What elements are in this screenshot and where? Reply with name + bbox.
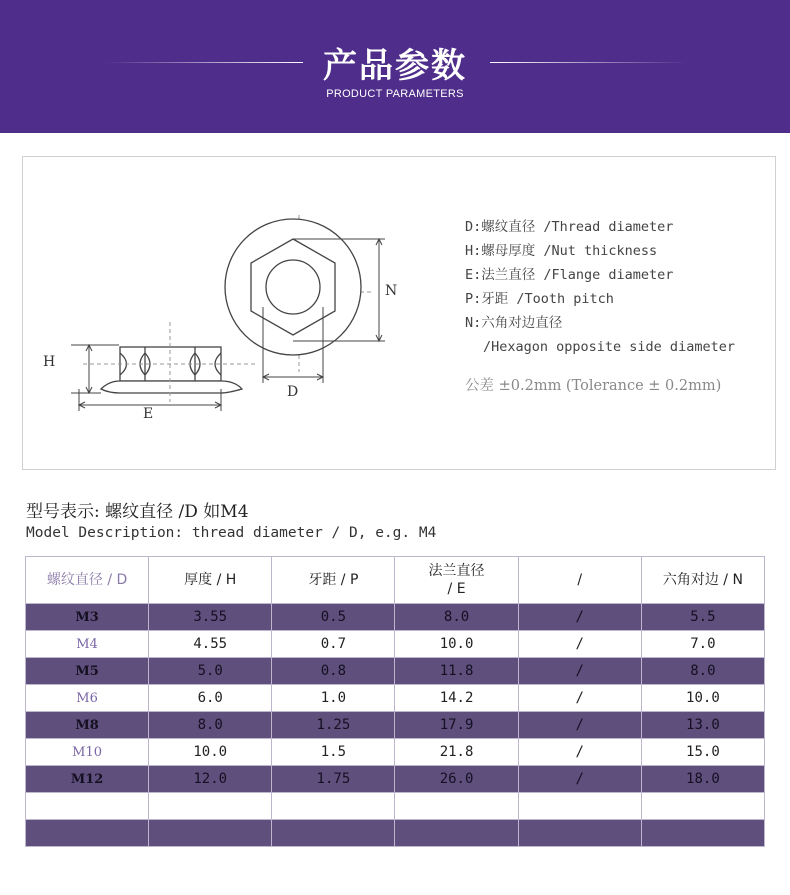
table-cell: 12.0 <box>149 766 272 793</box>
table-cell <box>395 820 518 847</box>
table-cell: 26.0 <box>395 766 518 793</box>
table-cell: M4 <box>26 631 149 658</box>
label-e: E <box>143 406 154 422</box>
table-cell: 4.55 <box>149 631 272 658</box>
table-cell: 1.25 <box>272 712 395 739</box>
side-view <box>101 347 242 393</box>
table-row <box>26 658 765 685</box>
table-cell: 13.0 <box>641 712 764 739</box>
table-cell: 8.0 <box>641 658 764 685</box>
legend-item: D:螺纹直径 /Thread diameter <box>465 219 674 235</box>
table-cell: 8.0 <box>395 604 518 631</box>
header-flange-diameter <box>395 557 518 604</box>
table-cell: 10.0 <box>641 685 764 712</box>
spec-table <box>25 556 765 847</box>
legend-item: /Hexagon opposite side diameter <box>483 339 735 355</box>
table-cell: M8 <box>26 712 149 739</box>
table-cell: / <box>518 631 641 658</box>
label-n: N <box>385 283 398 299</box>
table-cell: 1.5 <box>272 739 395 766</box>
table-cell: 11.8 <box>395 658 518 685</box>
table-cell: M6 <box>26 685 149 712</box>
table-cell: 0.8 <box>272 658 395 685</box>
table-cell: / <box>518 766 641 793</box>
table-row <box>26 604 765 631</box>
table-cell: 15.0 <box>641 739 764 766</box>
legend-item: N:六角对边直径 <box>465 315 563 331</box>
table-cell: 0.5 <box>272 604 395 631</box>
table-cell <box>641 793 764 820</box>
table-cell: 8.0 <box>149 712 272 739</box>
table-header-row <box>26 557 765 604</box>
table-cell: 21.8 <box>395 739 518 766</box>
table-cell: / <box>518 604 641 631</box>
table-cell: M10 <box>26 739 149 766</box>
page-subtitle: PRODUCT PARAMETERS <box>326 88 464 100</box>
table-cell <box>149 793 272 820</box>
header-hex-width: 六角对边 / N <box>641 557 764 604</box>
table-cell <box>26 820 149 847</box>
table-cell: 5.0 <box>149 658 272 685</box>
header-pitch: 牙距 / P <box>272 557 395 604</box>
table-cell: 10.0 <box>395 631 518 658</box>
table-row <box>26 631 765 658</box>
table-cell: 0.7 <box>272 631 395 658</box>
table-cell: 1.0 <box>272 685 395 712</box>
table-row <box>26 766 765 793</box>
table-cell <box>272 820 395 847</box>
model-description-cn: 型号表示: 螺纹直径 /D 如M4 <box>26 502 249 522</box>
table-cell <box>518 820 641 847</box>
table-cell: / <box>518 685 641 712</box>
table-cell <box>641 820 764 847</box>
table-row <box>26 793 765 820</box>
table-cell <box>395 793 518 820</box>
table-row <box>26 820 765 847</box>
header-blank: / <box>518 557 641 604</box>
table-cell: 6.0 <box>149 685 272 712</box>
table-cell: 1.75 <box>272 766 395 793</box>
table-cell: 14.2 <box>395 685 518 712</box>
label-h: H <box>43 354 56 370</box>
table-cell: / <box>518 712 641 739</box>
table-row <box>26 685 765 712</box>
table-cell: / <box>518 658 641 685</box>
table-cell: M5 <box>26 658 149 685</box>
table-row <box>26 712 765 739</box>
label-d: D <box>287 384 299 400</box>
header-right-rule <box>490 62 688 63</box>
table-cell <box>149 820 272 847</box>
table-cell: / <box>518 739 641 766</box>
table-cell: 7.0 <box>641 631 764 658</box>
diagram-panel <box>22 156 776 470</box>
table-cell: 3.55 <box>149 604 272 631</box>
table-cell <box>518 793 641 820</box>
table-cell <box>272 793 395 820</box>
legend-item: H:螺母厚度 /Nut thickness <box>465 243 658 259</box>
table-cell: 10.0 <box>149 739 272 766</box>
dimension-legend <box>465 215 735 359</box>
legend-item: E:法兰直径 /Flange diameter <box>465 267 674 283</box>
header-banner <box>0 0 790 133</box>
table-row <box>26 739 765 766</box>
table-cell: M12 <box>26 766 149 793</box>
tolerance-note: 公差 ±0.2mm (Tolerance ± 0.2mm) <box>465 378 722 394</box>
table-cell: 18.0 <box>641 766 764 793</box>
flange-nut-drawing <box>23 157 463 469</box>
header-thickness: 厚度 / H <box>149 557 272 604</box>
table-cell: 17.9 <box>395 712 518 739</box>
header-flange-diameter-label: 法兰直径 / E <box>428 563 485 597</box>
table-cell <box>26 793 149 820</box>
page-title: 产品参数 <box>323 46 467 86</box>
table-cell: M3 <box>26 604 149 631</box>
header-thread-diameter: 螺纹直径 / D <box>26 557 149 604</box>
model-description-en: Model Description: thread diameter / D, e.g. M4 <box>26 525 437 541</box>
legend-item: P:牙距 /Tooth pitch <box>465 291 614 307</box>
table-cell: 5.5 <box>641 604 764 631</box>
